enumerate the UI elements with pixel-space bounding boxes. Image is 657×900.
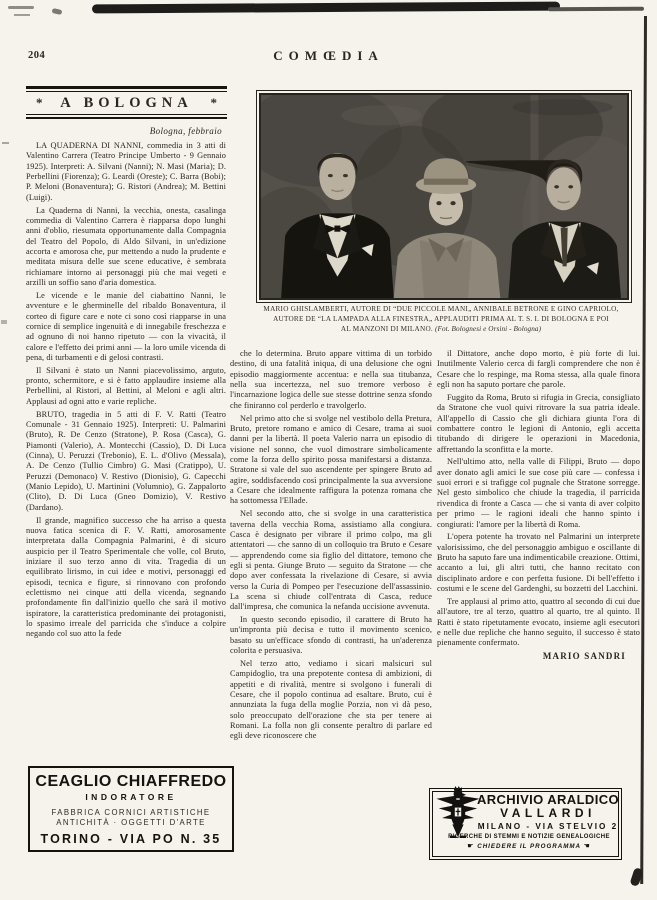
paragraph: Tre applausi al primo atto, quattro al secondo di cui due all'autore, tre al terzo, quattro al quarto, tre al quinto. Il Ratti è stato ripetutamente evocato, insieme agli esecutori e nelle due repliche che hanno seguito, il successo è stato pienamente confermato. (437, 596, 640, 648)
masthead-title: COMŒDIA (273, 48, 384, 63)
paragraph: LA QUADERNA DI NANNI, commedia in 3 atti di Valentino Carrera (Teatro Principe Umberto - 9 Gennaio 1925). Interpreti: A. Silvani (Nanni); N. Masi (Maria); D. Perbellini (Fiorenza); G. Leardi (Oreste); C. Barra (Bobi); P. Meloni (Bonaventura); G. Ristori (Andrea); M. Bettini (Luigi). (26, 141, 226, 202)
paragraph: La Quaderna di Nanni, la vecchia, onesta, casalinga commedia di Valentino Carrera è riapparsa dopo lunghi anni d'oblio, riesumata opportunamente dalla Compagnia del Teatro del Popolo, di Aldo Silvani, in un'edizione accorta e amorosa che, pur mettendo a nudo la prudente e meditata misura delle sue scene educative, è sembrata richiamare intorno ai personaggi più che mai vegeti e arzilli un soffio sano d'aria domestica. (26, 205, 226, 287)
asterisk-ornament: * (36, 95, 43, 110)
page-number: 204 (28, 50, 46, 61)
left-column (26, 141, 226, 642)
rule (26, 86, 227, 89)
ad-name: CEAGLIO CHIAFFREDO (35, 773, 227, 790)
paragraph: L'opera potente ha trovato nel Palmarini un interprete valorisissimo, che del personaggio ambiguo e oscillante di Bruto ha saputo fare una indimenticabile creazione. Ottimi, accanto a lui, gli altri tutti, che hanno recitato con disciplinato ardore e con perfetta fusione. Di bell'effetto i costumi e le scene del Gardenghi, su bozzetti del Lacchini. (437, 532, 640, 594)
paragraph: Il Silvani è stato un Nanni piacevolissimo, arguto, pronto, schermitore, e si è fatto applaudire insieme alla Perbellini, al Ristori, al Bettini, al Meloni e agli altri. Applausi ad ogni atto e varie repliche. (26, 365, 226, 406)
paragraph: Nell'ultimo atto, nella valle di Filippi, Bruto — dopo aver donato agli amici le sue cose più care — confessa i suoi errori e si trafigge col pugnale che Stratone sorregge. Nel gesto simbolico che chiude la tragedia, il parricida rivendica di fronte a Casca — che si vanta di aver colpito per primo — le ragioni ideali che hanno spinto i congiurati: l'amore per la libertà di Roma. (437, 457, 640, 529)
ad-name: VALLARDI (500, 806, 596, 820)
ad-line: ANTICHITÀ · OGGETTI D'ARTE (56, 818, 206, 827)
photo-illustration (261, 95, 627, 298)
ad-title: ARCHIVIO ARALDICO (476, 792, 620, 807)
asterisk-ornament: * (210, 95, 217, 110)
paragraph: Il grande, magnifico successo che ha arriso a questa nuova fatica scenica di F. V. Ratti, amorosamente interpretata dalla Compagnia Palmarini, è di sicuro auspicio per il Teatro Sperimentale che volle, col Bruto, iniziare il suo terzo anno di vita. Tragedia di un equilibrato lirismo, in cui idee e motivi, personaggi ed episodi, tecnica e figure, si rinnovano con profondo eclettismo nei cinque atti della vicenda, segnando profondamente fin dall'inizio quello che sarà il motivo ispiratore, la caratteristica predominante dei protagonisti, lo spasimo irreale del parricida che s'induce a colpire negando col suo atto la fede (26, 515, 226, 639)
caption-photo-credit: (Fot. Bolognesi e Orsini - Bologna) (434, 325, 542, 333)
pointing-hand-right-icon: ☛ (467, 842, 475, 850)
scan-smudge (14, 14, 30, 16)
right-column (437, 349, 640, 664)
middle-column (230, 349, 432, 744)
ad-line: FABBRICA CORNICI ARTISTICHE (51, 808, 211, 817)
scan-artifact-top-right (548, 7, 644, 12)
scan-smudge (52, 8, 63, 15)
paragraph: BRUTO, tragedia in 5 atti di F. V. Ratti (Teatro Comunale - 31 Gennaio 1925). Interpreti: U. Palmarini (Bruto), R. De Cenzo (Stratone), P. Rosa (Casca), G. Piamonti (Valerio), A. Montecchi (Cassio), D. Di Luca (Cinna), U. Peruzzi (Trebonio), E. L. d'Olivo (Messala), A. De Cenzo (Tullio Cimbro) G. Masi (Cratippo), U. Peruzzi (Demonaco) V. Restivo (Dionisio), G. Capecchi (Manio Lepido), U. Martinini (Volumnio), G. Zappalorto (Clito), D. Di Luca (Gneo Domizio), V. Restivo (Dardano). (26, 409, 226, 512)
ad-cta-text: CHIEDERE IL PROGRAMMA (477, 843, 581, 850)
caption-text: AL MANZONI DI MILANO. (340, 325, 433, 333)
paragraph: In questo secondo episodio, il carattere di Bruto ha un'impronta più decisa e tutto il movimento scenico, basato su un'efficace sfondo di contrasti, ha un'aderenza colorita e persuasiva. (230, 615, 432, 656)
ad-ceaglio-chiaffredo (28, 766, 234, 852)
section-header-box (26, 86, 227, 119)
photo-caption (248, 304, 634, 334)
caption-line: AUTORE DE “LA LAMPADA ALLA FINESTRA„ APPLAUDITI PRIMA AL T. S. I. DI BOLOGNA E POI (273, 315, 609, 323)
ad-address: MILANO - VIA STELVIO 2 (477, 822, 619, 831)
paragraph: che lo determina. Bruto appare vittima di un torbido destino, di una fatalità iniqua, di una delusione che ogni episodio maggiormente accentua: e nella sua titubanza, nella sua incertezza, nel suo tremore verboso è l'incarnazione logica delle sue stesse dottrine senza sfondo che finiranno col perderlo e travolgerlo. (230, 349, 432, 410)
paragraph: Nel primo atto che si svolge nel vestibolo della Pretura, Bruto, pretore romano e amico di Cesare, trama ai suoi danni per la libertà. Il poeta Valerio narra un episodio di visione nel sonno, che vuol dimostrare simbolicamente come la forza dello spirito possa manifestarsi a distanza. Stratone si vale del suo ascendente per spingere Bruto ad agire, soddisfacendo così principalmente la sua avversione a Cesare che idealmente raffigura la potenza romana che ha sottomessa l'Ellade. (230, 413, 432, 506)
ad-services: RICERCHE DI STEMMI E NOTIZIE GENEALOGICHE (448, 834, 610, 840)
pointing-hand-left-icon: ☚ (583, 842, 591, 850)
scan-artifact-top (92, 2, 560, 14)
scan-smudge (8, 6, 34, 9)
paragraph: il Dittatore, anche dopo morto, è più forte di lui. Inutilmente Valerio cerca di fargli comprendere che non è Cesare che lo respinge, ma Roma stessa, alla quale finora egli non ha saputo portare che parole. (437, 349, 640, 390)
photo-frame (256, 90, 632, 303)
photo-three-men (259, 93, 629, 300)
ad-archivio-araldico-vallardi (429, 788, 622, 860)
ad-role: INDORATORE (85, 792, 177, 802)
paragraph: Nel secondo atto, che si svolge in una caratteristica taverna della vecchia Roma, assistiamo alla congiura. Casca è designato per vibrare il primo colpo, ma gli attentatori — che sanno di un colloquio tra Bruto e Cesare — apprendendo come sia figlio del dittatore, temono che egli si penta. Giunge Bruto — seguito da Stratone — che dopo aver confessata la rivelazione di Cesare, si avvia verso la Curia di Pompeo per l'esecuzione dell'assassinio. La scena si chiude coll'entrata di Casca, reduce dall'impresa, che comunica la nefanda uccisione avvenuta. (230, 509, 432, 612)
dateline: Bologna, febbraio (149, 126, 222, 136)
scan-smudge (2, 142, 9, 144)
section-title: A BOLOGNA (60, 94, 193, 111)
ad-cta (438, 842, 620, 850)
author-signature: MARIO SANDRI (542, 651, 626, 662)
caption-line: MARIO GHISLAMBERTI, AUTORE DI “DUE PICCOLE MANI„ ANNIBALE BETRONE E GINO CAPRIOLO, (263, 305, 619, 313)
paragraph: Fuggito da Roma, Bruto si rifugia in Grecia, consigliato da Stratone che vuol quivi ritrovare la sua patria ideale. All'appello di Cassio che gli dichiara giunta l'ora di combattere contro le legioni di Antonio, egli accetta titubando di dirigere le operazioni in Macedonia, affrettando la sconfitta e la morte. (437, 392, 640, 454)
caption-line (248, 324, 634, 334)
ad-address: TORINO - VIA PO N. 35 (40, 832, 222, 846)
scan-artifact-right-edge (640, 16, 646, 884)
rule (26, 117, 227, 120)
paragraph: Le vicende e le manie del ciabattino Nanni, le avventure e le gherminelle del ribaldo Bonaventura, il corteo di figure care e note ci sono così riapparse in una cornice di semplice ingenuità e di innegabile freschezza e ad ognuno di noi hanno ripetuto — con la vivacità, il calore e l'effetto dei primi anni — la loro umile vicenda di pena, di turbamenti e di gelosi contrasti. (26, 290, 226, 362)
scan-smudge (1, 320, 7, 324)
paragraph: Nel terzo atto, vediamo i sicari malsicuri sul Campidoglio, tra una prepotente contesa di ambizioni, di appetiti e di rivalità, mentre si svolgono i funerali di Cesare, che il popolo continua ad esaltare. Bruto, cui è annunziata la fuga della moglie Porzia, non vi dà peso, solo preoccupato dell'orazione che sta per tenere ai Romani. La folla non gli consente peraltro di parlare ed egli deve riconoscere che (230, 658, 432, 741)
rule (26, 114, 227, 115)
